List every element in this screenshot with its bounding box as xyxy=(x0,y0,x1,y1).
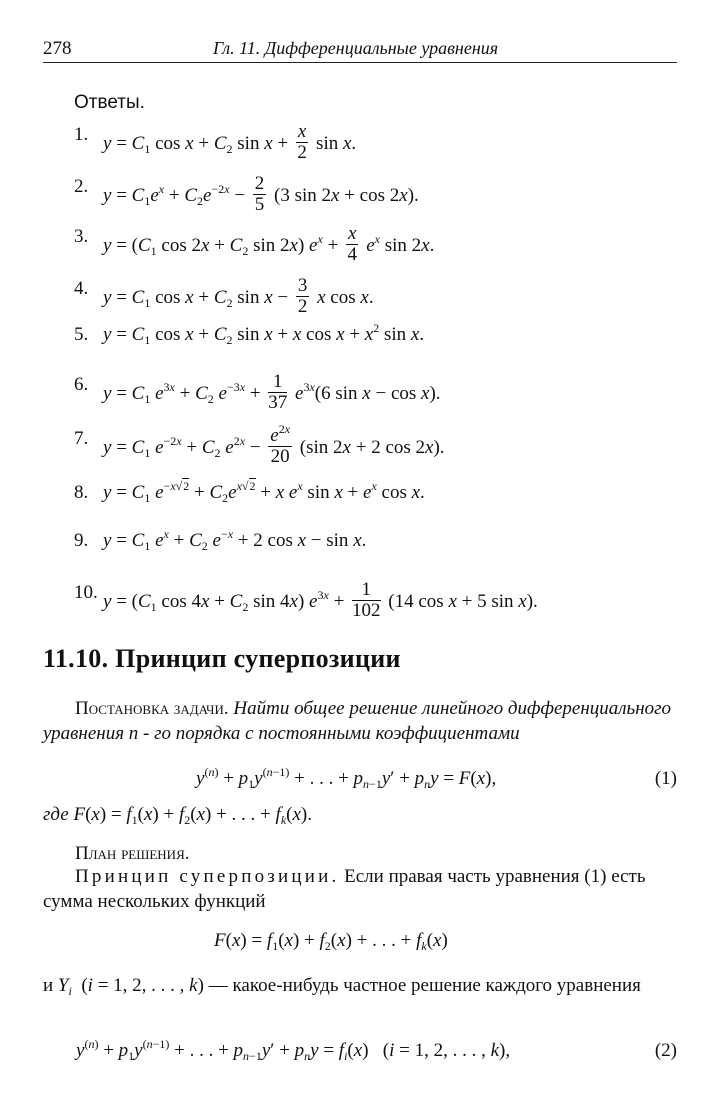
answer-formula: $y = (C_1$ $\cos 2x + C_2$ sin 2x) $e^x$ + $\frac{x}{4}$ $e^x$ sin 2x. xyxy=(103,223,435,265)
equation-1-tag: (1) xyxy=(654,768,677,789)
equation-1-formula: $y^{(n)} + p_1y^{(n-1)}$ + . . . + $p_{n-1}y' + p_ny = F(x)$, xyxy=(196,765,497,791)
sum-formula: $F(x) = f_1(x) + f_2(x)$ + . . . + $f_k(x)$ xyxy=(214,930,448,953)
answer-2 xyxy=(0,173,720,215)
equation-2-formula: $y^{(n)} + p_1y^{(n-1)}$ + . . . + $p_{n-1}y' + p_ny = f_i(x) (i = 1$, 2, . . . , k), xyxy=(76,1037,511,1063)
answer-6 xyxy=(0,371,720,413)
and-text: и xyxy=(43,975,54,996)
answer-4 xyxy=(0,275,720,317)
section-title: 11.10. Принцип суперпозиции xyxy=(43,644,401,673)
problem-label: Постановка задачи. xyxy=(75,698,229,719)
answer-number: 1. xyxy=(74,124,89,145)
answer-5 xyxy=(0,321,720,354)
page-number: 278 xyxy=(43,38,72,59)
particular-text: — какое-нибудь частное решение каждого уравнения xyxy=(208,975,641,996)
equation-2 xyxy=(0,1037,720,1070)
answer-number: 3. xyxy=(74,226,89,247)
answer-number: 8. xyxy=(74,482,89,503)
answer-number: 7. xyxy=(74,428,89,449)
equation-2-tag: (2) xyxy=(654,1040,677,1061)
answer-formula: $y = C_1$ $e^{3x} + C_2$ $e^{-3x}$ + $\frac{1}{37}$ $e^{3x}(6$ sin x − cos x). xyxy=(103,371,441,413)
answer-3 xyxy=(0,223,720,265)
answer-formula: $y = C_1$ $e^{-2x} + C_2$ $e^{2x}$ − $\frac{e^{2x}}{20}$ (sin 2x + 2 cos 2x). xyxy=(103,422,445,467)
where-line xyxy=(43,802,679,827)
answer-number: 9. xyxy=(74,530,89,551)
where-formula: $F(x) = f_1(x) + f_2(x)$ + . . . + $f_k(x)$. xyxy=(73,804,312,827)
plan-heading xyxy=(43,841,679,866)
problem-text: Найти общее решение линейного дифференциального уравнения n - го порядка с постоянными коэффициентами xyxy=(43,698,672,744)
answer-number: 2. xyxy=(74,176,89,197)
answer-number: 10. xyxy=(74,582,98,603)
principle-label: Принцип суперпозиции. xyxy=(75,866,340,887)
answer-number: 6. xyxy=(74,374,89,395)
answer-number: 5. xyxy=(74,324,89,345)
answer-formula: $y = C_1$ $e^{-x√2} + C_2e^{x√2} + x$ $e^x$ $\sin x + e^x$ cos x. xyxy=(103,479,425,505)
chapter-title: Гл. 11. Дифференциальные уравнения xyxy=(213,38,499,58)
answers-label: Ответы. xyxy=(74,92,145,113)
answer-formula: $y = C_1$ $\cos x + C_2$ sin x + $\frac{x}{2}$ sin x. xyxy=(103,121,357,163)
answer-10 xyxy=(0,579,720,621)
equation-1 xyxy=(0,765,720,798)
answer-formula: $y = C_1$ $\cos x + C_2$ sin x + x $\cos x + x^2$ sin x. xyxy=(103,321,425,347)
answer-1 xyxy=(0,121,720,163)
answer-number: 4. xyxy=(74,278,89,299)
answer-formula: $y = C_1e^x + C_2e^{-2x}$ − $\frac{2}{5}$ (3 sin 2x + cos 2x). xyxy=(103,173,419,215)
answer-7 xyxy=(0,422,720,467)
where-label: где xyxy=(43,804,69,825)
answer-9 xyxy=(0,527,720,560)
answer-formula: $y = C_1$ $\cos x + C_2$ sin x − $\frac{3}{2}$ x cos x. xyxy=(103,275,374,317)
principle-paragraph xyxy=(43,864,679,914)
particular-paragraph: и $Y_i$ (i = 1, 2, . . . , k) — какое-нибудь частное решение каждого уравнения xyxy=(43,975,641,998)
running-header xyxy=(43,36,677,63)
principle-text: Если правая часть уравнения (1) есть сумма нескольких функций xyxy=(43,866,646,912)
answer-formula: $y = (C_1$ $\cos 4x + C_2$ sin 4x) $e^{3x}$ + $\frac{1}{102}$ (14 cos x + 5 sin x). xyxy=(103,579,538,621)
answer-8 xyxy=(0,479,720,512)
plan-label: План решения. xyxy=(75,843,190,864)
problem-statement xyxy=(43,696,679,746)
answer-formula: $y = C_1$ $e^x + C_2$ $e^{-x} + 2$ cos x − sin x. xyxy=(103,527,367,553)
